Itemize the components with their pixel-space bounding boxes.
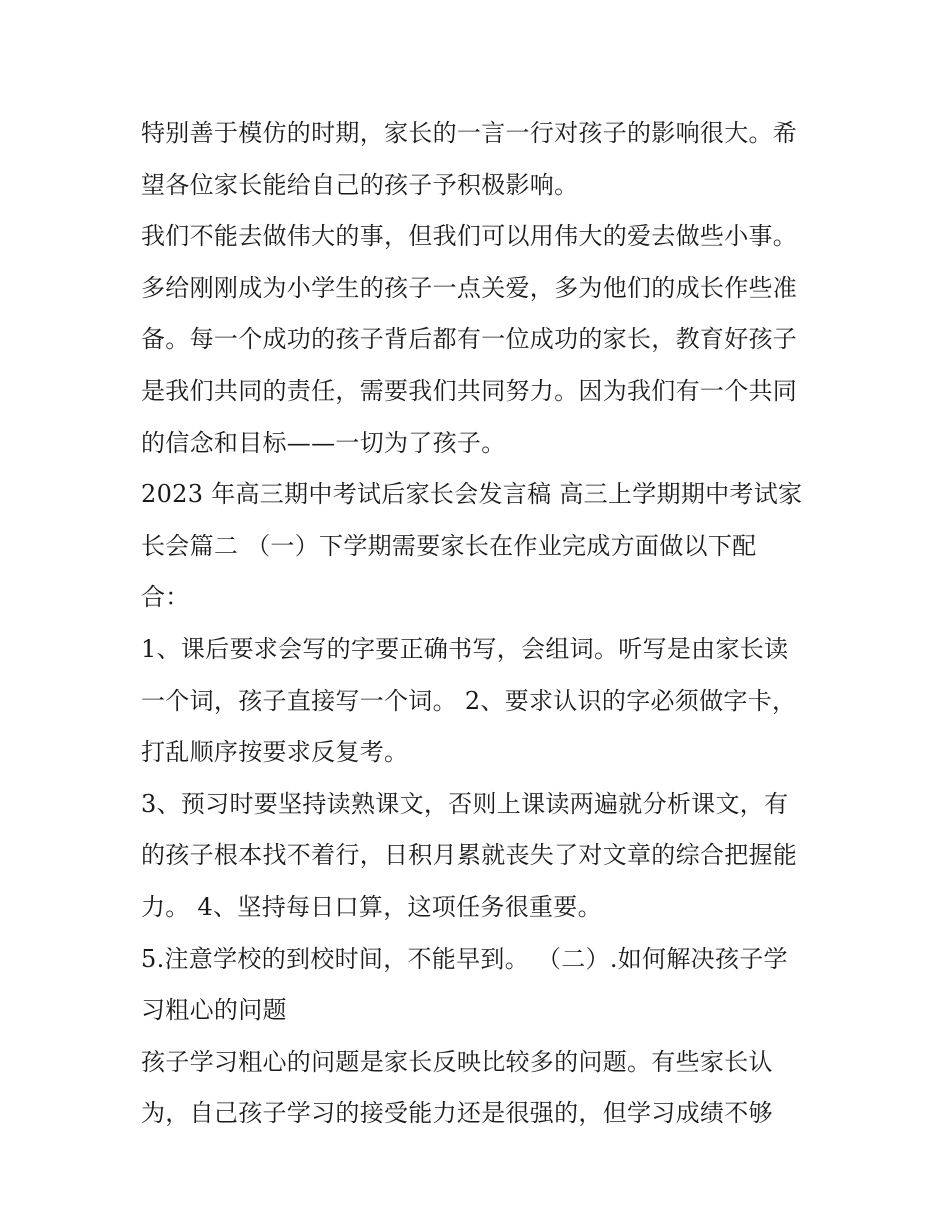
text-line: 一个词，孩子直接写一个词。 2、要求认识的字必须做字卡，: [141, 686, 797, 715]
text-line: 合：: [141, 583, 190, 612]
text-line: 力。 4、坚持每日口算，这项任务很重要。: [141, 892, 602, 921]
text-line: 5.注意学校的到校时间，不能早到。 （二）.如何解决孩子学: [141, 944, 788, 973]
text-line: 的孩子根本找不着行，日积月累就丧失了对文章的综合把握能: [141, 841, 798, 870]
text-line: 习粗心的问题: [141, 996, 287, 1025]
text-line: 的信念和目标——一切为了孩子。: [141, 428, 506, 457]
text-line: 长会篇二 （一）下学期需要家长在作业完成方面做以下配: [141, 531, 757, 560]
body-text: [141, 108, 821, 1140]
text-line: 多给刚刚成为小学生的孩子一点关爱，多为他们的成长作些准: [141, 273, 798, 302]
text-line: 打乱顺序按要求反复考。: [141, 738, 409, 767]
text-line: 3、预习时要坚持读熟课文，否则上课读两遍就分析课文，有: [141, 789, 789, 818]
text-line: 1、课后要求会写的字要正确书写，会组词。听写是由家长读: [141, 634, 789, 663]
text-line: 望各位家长能给自己的孩子予积极影响。: [141, 170, 579, 199]
text-line: 我们不能去做伟大的事，但我们可以用伟大的爱去做些小事。: [141, 222, 798, 251]
text-line: 孩子学习粗心的问题是家长反映比较多的问题。有些家长认: [141, 1047, 773, 1076]
text-line: 是我们共同的责任，需要我们共同努力。因为我们有一个共同: [141, 376, 798, 405]
text-line: 为，自己孩子学习的接受能力还是很强的，但学习成绩不够: [141, 1099, 773, 1128]
text-line: 备。每一个成功的孩子背后都有一位成功的家长，教育好孩子: [141, 325, 798, 354]
text-line: 特别善于模仿的时期，家长的一言一行对孩子的影响很大。希: [141, 119, 798, 147]
text-line: 2023 年高三期中考试后家长会发言稿 高三上学期期中考试家: [141, 480, 803, 509]
